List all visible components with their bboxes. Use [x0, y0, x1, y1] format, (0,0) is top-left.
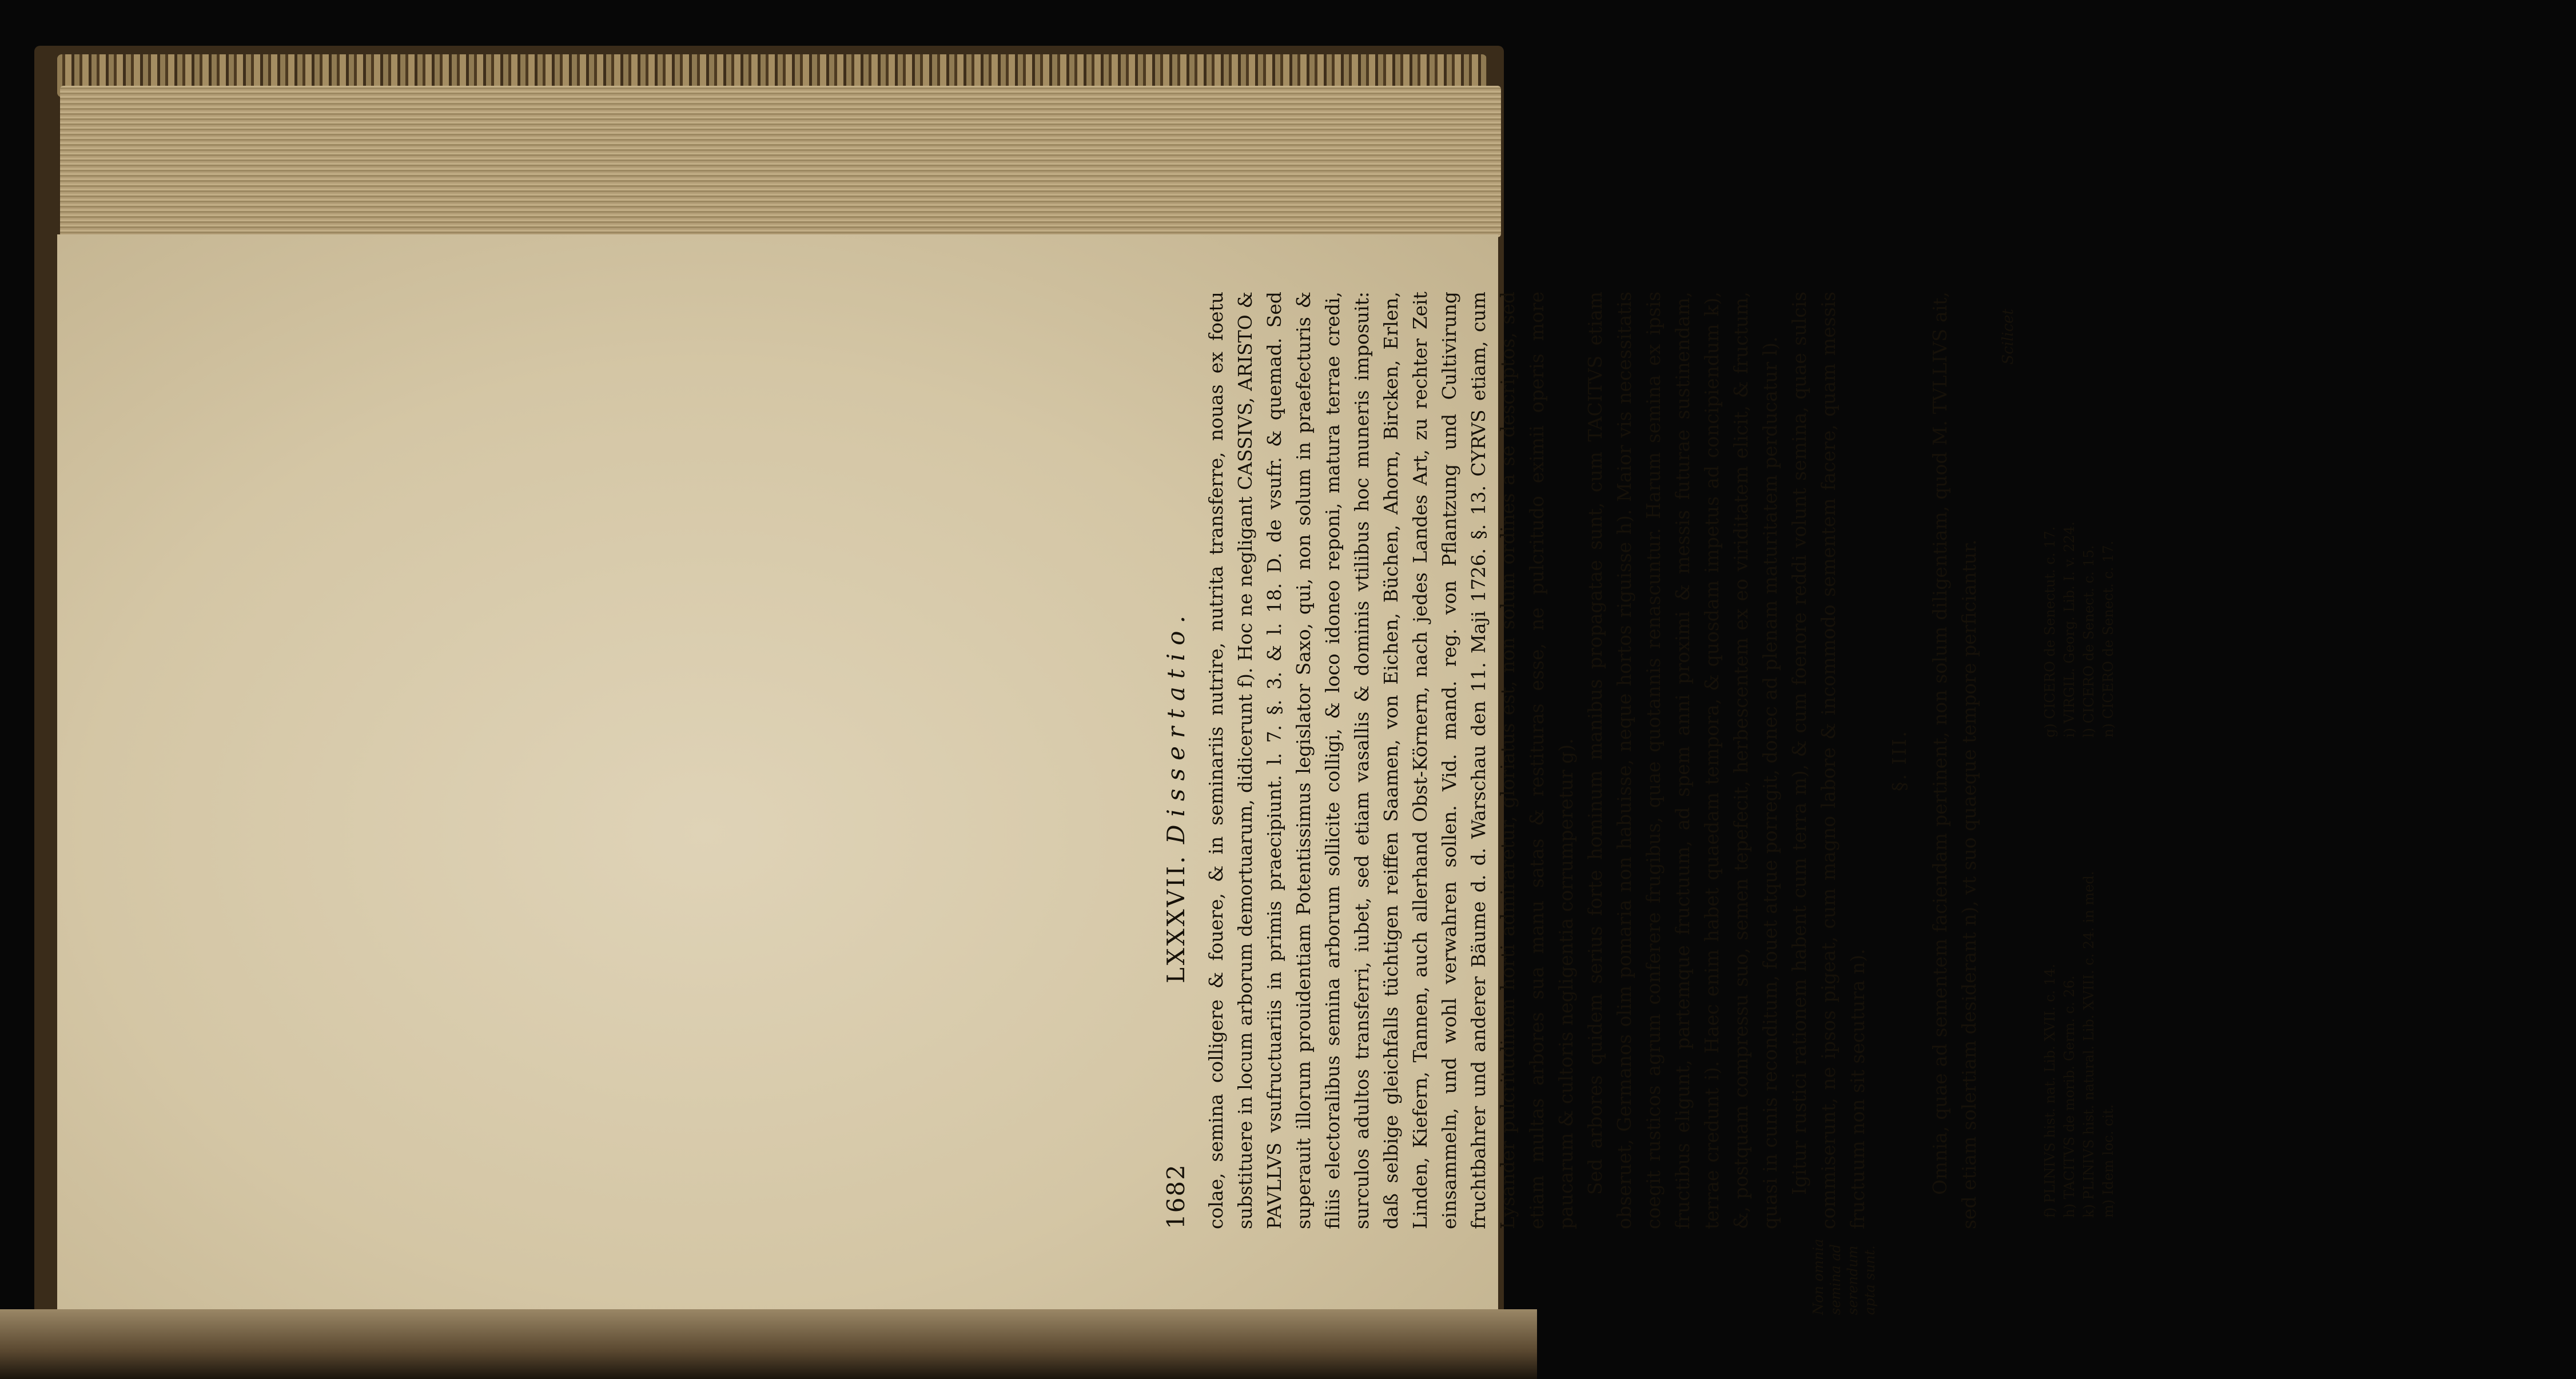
page	[57, 234, 2116, 1321]
page-edges	[60, 86, 1501, 237]
body-text	[1158, 292, 2118, 1229]
page-number: 1682	[1162, 1163, 1190, 1229]
paragraph-2: Sed arbores quidem serius forte hominum manibus propagatae sunt, cum TACITVS etiam obseruet, Germanos olim pomaria non habuisse, neque hortos riguisse h). Maior vis necessitatis coegit rusticos agrum conferere frugibus, quae quotannis renascuntur. Harum semina ex ipsis fructibus eligunt, partemque fructuum, ad spem anni proximi & messis futurae sustinendam, terrae credunt i). Haec enim habet quaedam tempora, & quosdam impetus ad concipiendum k), &, postquam compressu suo, semen tepefecit, herbescentem ex eo viriditatem elicit, & fructum, quasi in cunis reconditum, fouet atque porregit, donec ad plenam maturitatem perducatur l).	[1584, 292, 1781, 1229]
running-title-italic: Dissertatio.	[1162, 607, 1190, 844]
footnote: h) TACITVS de morib. Germ. c. 26.	[2061, 975, 2077, 1218]
footnote: i) VIRGIL. Georg. Lib. I. v. 224.	[2061, 521, 2077, 738]
footnote: n) CICERO de Senect. c. 17.	[2100, 540, 2116, 738]
running-title	[1161, 608, 1191, 983]
footnote: f) PLINIVS hist. nat. Lib. XVII. c. 14.	[2042, 963, 2058, 1218]
footnote: l) CICERO de Senect. c. 15.	[2081, 545, 2097, 738]
book-gutter	[0, 1309, 1537, 1379]
running-title-roman: LXXXVII.	[1162, 854, 1190, 983]
paragraph-1: colae, semina colligere & fouere, & in seminariis nutrire, nutrita transferre, nouas ex foetu substituere in locum arborum demortuarum, didicerunt f). Hoc ne negligant CASSIVS, ARISTO & PAVLLVS vsufructuariis in primis praecipiunt. l. 7. §. 3. & l. 18. D. de vsufr. & quemad. Sed superauit illorum prouidentiam Potentissimus legislator Saxo, qui, non solum in praefecturis & filiis electoralibus semina arborum sollicite colligi, & loco idoneo reponi, matura terrae credi, surculos adultos transferri, iubet, sed etiam vasallis & dominis vtilibus hoc muneris imposuit: daß selbige gleichfalls tüchtigen reiffen Saamen, von Eichen, Büchen, Ahorn, Bircken, Erlen, Linden, Kiefern, Tannen, auch allerhand Obst-Körnern, nach jedes Landes Art, zu rechter Zeit einsammeln, und wohl verwahren sollen. Vid. mand. reg. von Pflantzung und Cultivirung fruchtbahrer und anderer Bäume d. d. Warschau den 11. Maji 1726. §. 13. CYRVS etiam, cum Lysander pulcritudinem horti admiraretur, gloriatus est, non solum ordines a se descriptos, sed etiam multas arbores sua manu satas & restituras esse, ne pulcritudo eximii operis more paucarum & cultoris negligentia corrumperetur g).	[1205, 292, 1577, 1229]
footnote: k) PLINIVS hist. natural. Lib. XVIII. c. 24. in med.	[2081, 871, 2097, 1218]
section-heading: §. III.	[1888, 729, 1910, 792]
margin-note: Non omnia semina ad serendum apta sunt.	[1810, 1238, 1878, 1315]
paragraph-3: Igitur rustici rationem habent cum terra m), & cum foenore reddi volunt semina, quae sulcis commiserunt, ne ipsos pigeat, cum magno labore & incommodo sementem facere, quam messis fructuum non sit secutura n).	[1788, 292, 1869, 1229]
footnote: g) CICERO de Senectut. c. 17.	[2042, 526, 2058, 738]
paragraph-4: Omnia, quae ad sementem faciendam pertinent, non solum diligentiam, quod M. TVLLIVS ait, sed etiam solertiam desiderant n), vt suo quaeque tempore perficiantur.	[1929, 292, 1980, 1229]
catchword: Scilicet	[2000, 309, 2017, 365]
footnote: m) Idem loc. cit.	[2100, 1104, 2116, 1218]
rotated-page-content	[1158, 240, 2576, 1315]
footnotes	[2040, 292, 2118, 1229]
running-header	[1158, 292, 1198, 1229]
